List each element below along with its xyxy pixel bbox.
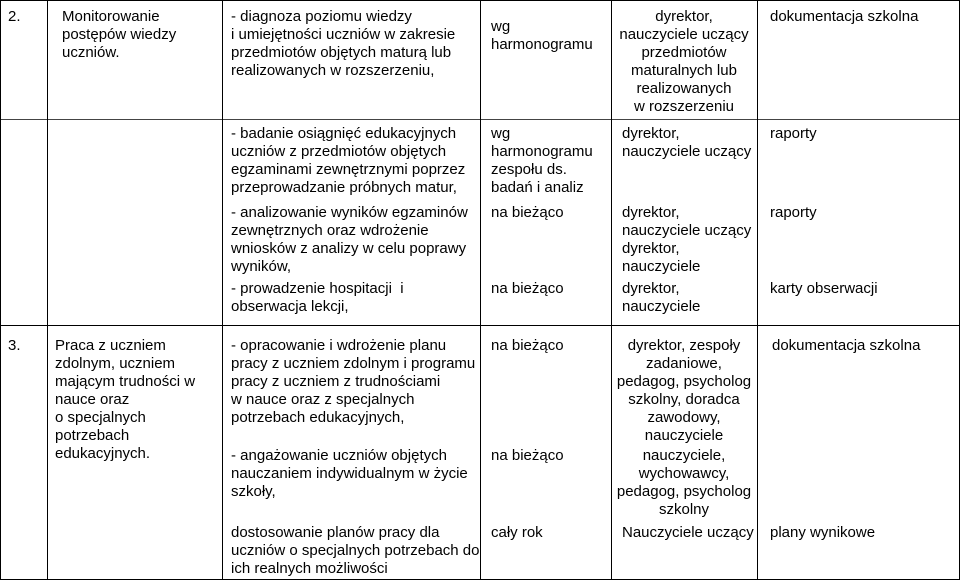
task-line: pracy z uczniem z trudnościami	[231, 373, 441, 390]
responsible-line: szkolny, doradca	[628, 391, 740, 408]
column-divider	[757, 0, 758, 580]
area-line: edukacyjnych.	[55, 445, 151, 462]
responsible-line: dyrektor,	[622, 280, 680, 297]
area-line: uczniów.	[62, 44, 120, 61]
area-line: Monitorowanie	[62, 8, 160, 25]
area-line: nauce oraz	[55, 391, 130, 408]
task-line: obserwacja lekcji,	[231, 298, 349, 315]
documentation-cell: dokumentacja szkolna	[770, 8, 919, 25]
responsible-line: dyrektor,	[622, 204, 680, 221]
term-line: harmonogramu	[491, 36, 593, 53]
area-line: zdolnym, uczniem	[55, 355, 176, 372]
term-cell: na bieżąco	[491, 204, 564, 221]
column-divider	[0, 0, 1, 580]
task-line: - prowadzenie hospitacji i	[231, 280, 404, 297]
row-number: 3.	[8, 337, 21, 354]
column-divider	[222, 0, 223, 580]
term-line: zespołu ds.	[491, 161, 567, 178]
responsible-line: zawodowy,	[647, 409, 721, 426]
task-line: - badanie osiągnięć edukacyjnych	[231, 125, 457, 142]
task-line: egzaminami zewnętrznymi poprzez	[231, 161, 466, 178]
responsible-line: dyrektor,	[622, 240, 680, 257]
row-number: 2.	[8, 8, 21, 25]
task-line: realizowanych w rozszerzeniu,	[231, 62, 435, 79]
responsible-line: szkolny	[658, 501, 710, 518]
responsible-line: nauczyciele uczący	[622, 222, 752, 239]
documentation-cell: raporty	[770, 204, 817, 221]
area-line: potrzebach	[55, 427, 130, 444]
term-line: wg	[491, 125, 511, 142]
responsible-line: dyrektor,	[622, 125, 680, 142]
responsible-line: nauczyciele	[622, 298, 701, 315]
area-line: Praca z uczniem	[55, 337, 166, 354]
term-cell: na bieżąco	[491, 337, 564, 354]
responsible-line: pedagog, psycholog	[616, 483, 752, 500]
responsible-cell: Nauczyciele uczący	[622, 524, 754, 541]
responsible-line: nauczyciele	[622, 258, 701, 275]
term-cell: na bieżąco	[491, 447, 564, 464]
documentation-cell: raporty	[770, 125, 817, 142]
column-divider	[47, 0, 48, 580]
task-line: przedmiotów objętych maturą lub	[231, 44, 452, 61]
task-line: zewnętrznych oraz wdrożenie	[231, 222, 429, 239]
task-line: - opracowanie i wdrożenie planu	[231, 337, 447, 354]
responsible-line: dyrektor, zespoły	[627, 337, 741, 354]
task-line: dostosowanie planów pracy dla	[231, 524, 440, 541]
responsible-line: wychowawcy,	[638, 465, 730, 482]
responsible-line: pedagog, psycholog	[616, 373, 752, 390]
task-line: pracy z uczniem zdolnym i programu	[231, 355, 476, 372]
task-line: nauczaniem indywidualnym w życie	[231, 465, 468, 482]
documentation-cell: dokumentacja szkolna	[772, 337, 921, 354]
task-line: i umiejętności uczniów w zakresie	[231, 26, 456, 43]
term-line: badań i analiz	[491, 179, 584, 196]
responsible-line: maturalnych lub	[631, 62, 737, 79]
responsible-line: w rozszerzeniu	[633, 98, 735, 115]
responsible-line: nauczyciele,	[642, 447, 726, 464]
term-line: harmonogramu	[491, 143, 593, 160]
task-line: - diagnoza poziomu wiedzy	[231, 8, 412, 25]
responsible-line: przedmiotów	[641, 44, 727, 61]
term-line: wg	[491, 18, 511, 35]
responsible-line: nauczyciele uczący	[622, 143, 752, 160]
task-line: w nauce oraz z specjalnych	[231, 391, 415, 408]
responsible-line: dyrektor,	[655, 8, 713, 25]
responsible-line: nauczyciele uczący	[619, 26, 749, 43]
area-line: mającym trudności w	[55, 373, 196, 390]
term-cell: na bieżąco	[491, 280, 564, 297]
task-line: - angażowanie uczniów objętych	[231, 447, 447, 464]
documentation-cell: karty obserwacji	[770, 280, 878, 297]
task-line: potrzebach edukacyjnych,	[231, 409, 405, 426]
responsible-line: zadaniowe,	[646, 355, 722, 372]
responsible-line: nauczyciele	[644, 427, 724, 444]
term-cell: cały rok	[491, 524, 543, 541]
column-divider	[480, 0, 481, 580]
task-line: szkoły,	[231, 483, 276, 500]
task-line: - analizowanie wyników egzaminów	[231, 204, 468, 221]
area-line: o specjalnych	[55, 409, 146, 426]
area-line: postępów wiedzy	[62, 26, 177, 43]
task-line: ich realnych możliwości	[231, 560, 388, 577]
task-line: wyników,	[231, 258, 292, 275]
task-line: uczniów o specjalnych potrzebach do	[231, 542, 480, 559]
task-line: wniosków z analizy w celu poprawy	[231, 240, 467, 257]
task-line: przeprowadzanie próbnych matur,	[231, 179, 457, 196]
task-line: uczniów z przedmiotów objętych	[231, 143, 447, 160]
documentation-cell: plany wynikowe	[770, 524, 876, 541]
responsible-line: realizowanych	[636, 80, 732, 97]
